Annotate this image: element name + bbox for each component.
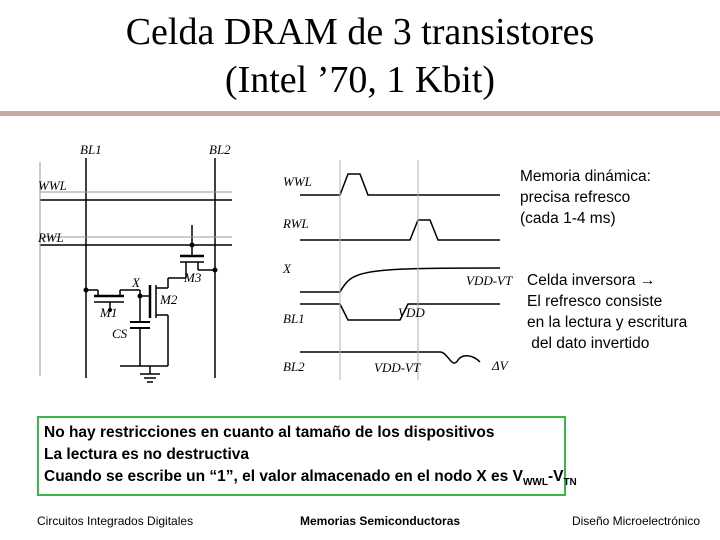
label-m1: M1 [100,305,118,320]
wwl-waveform [300,174,500,195]
wave-delta-v: ΔV [492,358,508,373]
label-wwl: WWL [38,178,67,193]
wave-label-bl2: BL2 [283,359,305,374]
wave-label-bl1: BL1 [283,311,305,326]
label-m2: M2 [160,292,178,307]
label-cs: CS [112,326,128,341]
wave-label-rwl: RWL [283,216,309,231]
remark-line3-mid: -V [547,468,564,485]
rwl-waveform [300,220,500,240]
wave-level-bl2: VDD-VT [374,360,421,375]
remark-line2: La lectura es no destructiva [44,446,250,463]
label-bl1: BL1 [80,142,102,157]
remark-line3-sub2: TN [563,477,577,489]
note-dynamic-memory: Memoria dinámica: precisa refresco (cada 1-4 ms) [520,168,651,227]
wave-level-bl1: VDD [398,305,425,320]
remark-line3-sub1: WWL [522,477,548,489]
footer-left: Circuitos Integrados Digitales [37,514,194,528]
label-rwl: RWL [38,230,64,245]
remark-line3 [44,467,577,493]
slide-title-line1: Celda DRAM de 3 transistores [125,11,595,53]
remark-line3-text: Cuando se escribe un “1”, el valor almacenado en el nodo X es V [44,468,523,485]
label-m3: M3 [184,270,202,285]
wave-label-x: X [283,261,291,276]
slide-title-line2: (Intel ’70, 1 Kbit) [224,59,496,101]
label-bl2: BL2 [209,142,231,157]
footer-center: Memorias Semiconductoras [300,514,461,528]
footer-right: Diseño Microelectrónico [571,514,700,528]
wave-level-x: VDD-VT [466,273,513,288]
note-inverter-cell: Celda inversora → El refresco consiste en la lectura y escritura del dato invertido [527,272,688,352]
label-x-node: X [132,275,140,290]
remark-line1: No hay restricciones en cuanto al tamaño de los dispositivos [44,424,495,441]
wave-label-wwl: WWL [283,174,312,189]
